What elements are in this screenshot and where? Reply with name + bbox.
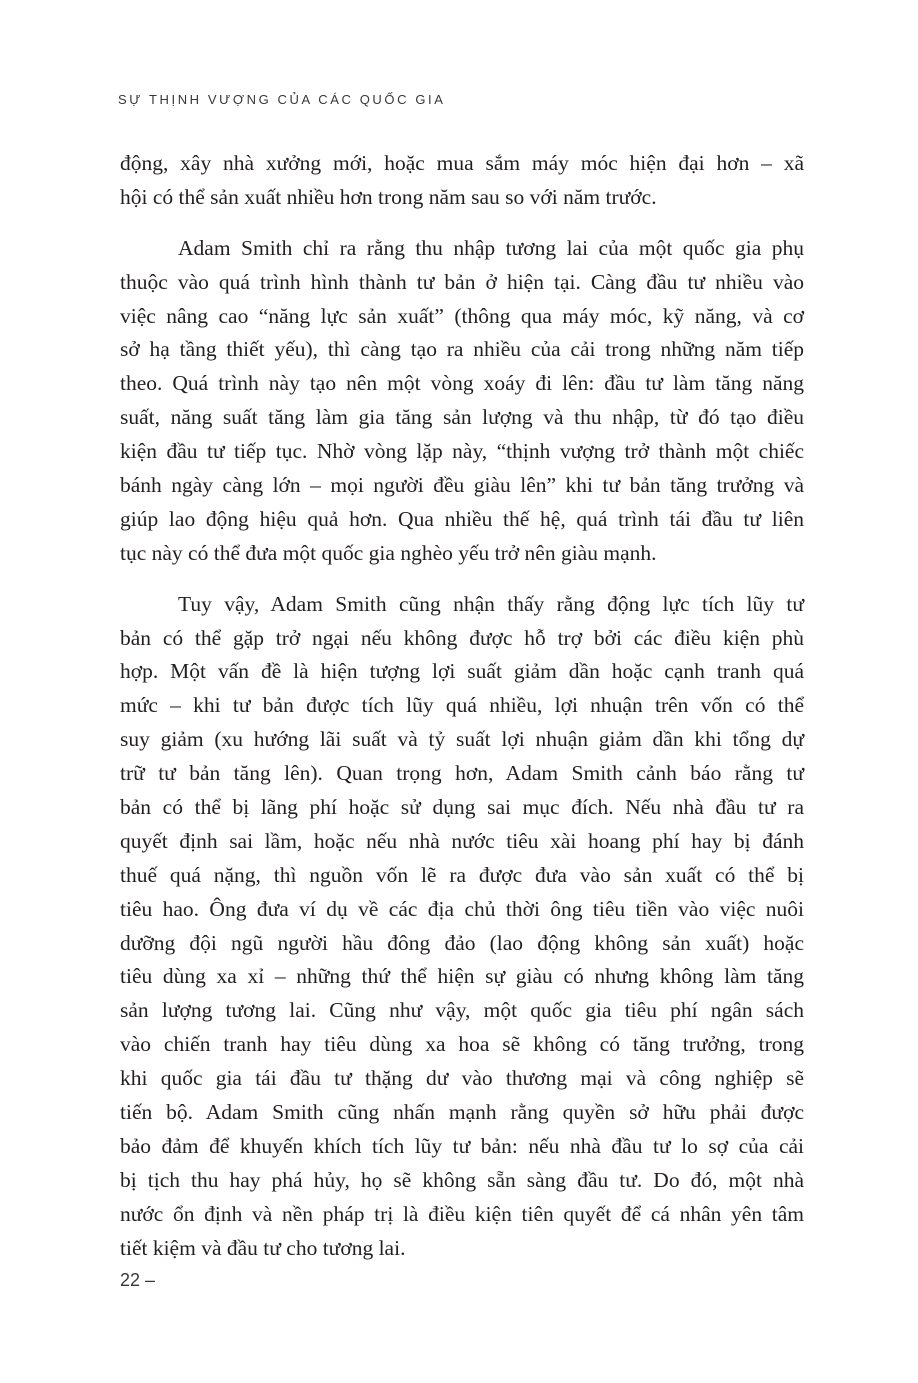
text-line: quyết định sai lầm, hoặc nếu nhà nước tiêu xài hoang phí hay bị đánh (120, 828, 804, 853)
text-line: giúp lao động hiệu quả hơn. Qua nhiều thế hệ, quá trình tái đầu tư liên (120, 506, 804, 531)
text-line: tiêu dùng xa xỉ – những thứ thể hiện sự giàu có nhưng không làm tăng (120, 964, 804, 989)
text-line: Tuy vậy, Adam Smith cũng nhận thấy rằng động lực tích lũy tư (178, 591, 804, 616)
text-line: trữ tư bản tăng lên). Quan trọng hơn, Adam Smith cảnh báo rằng tư (120, 761, 804, 786)
text-line: kiện đầu tư tiếp tục. Nhờ vòng lặp này, “thịnh vượng trở thành một chiếc (120, 439, 804, 464)
text-line: suất, năng suất tăng làm gia tăng sản lượng và thu nhập, từ đó tạo điều (120, 405, 804, 430)
text-line: tiết kiệm và đầu tư cho tương lai. (120, 1235, 406, 1260)
text-line: thuộc vào quá trình hình thành tư bản ở hiện tại. Càng đầu tư nhiều vào (120, 269, 804, 294)
paragraph-1 (120, 147, 804, 215)
text-line: việc nâng cao “năng lực sản xuất” (thông qua máy móc, kỹ năng, và cơ (120, 303, 804, 328)
text-line: bản có thể bị lãng phí hoặc sử dụng sai mục đích. Nếu nhà đầu tư ra (120, 795, 804, 820)
paragraph-2 (120, 232, 804, 571)
text-line: nước ổn định và nền pháp trị là điều kiện tiên quyết để cá nhân yên tâm (120, 1201, 804, 1226)
text-line: tiêu hao. Ông đưa ví dụ về các địa chủ thời ông tiêu tiền vào việc nuôi (120, 896, 804, 921)
text-line: tiến bộ. Adam Smith cũng nhấn mạnh rằng quyền sở hữu phải được (120, 1100, 804, 1125)
text-line: bị tịch thu hay phá hủy, họ sẽ không sẵn sàng đầu tư. Do đó, một nhà (120, 1167, 804, 1192)
text-line: bảo đảm để khuyến khích tích lũy tư bản: nếu nhà đầu tư lo sợ của cải (120, 1133, 804, 1158)
text-line: dưỡng đội ngũ người hầu đông đảo (lao động không sản xuất) hoặc (120, 930, 804, 955)
text-line: động, xây nhà xưởng mới, hoặc mua sắm máy móc hiện đại hơn – xã (120, 151, 804, 175)
text-line: khi quốc gia tái đầu tư thặng dư vào thương mại và công nghiệp sẽ (120, 1066, 804, 1091)
text-line: tục này có thể đưa một quốc gia nghèo yếu trở nên giàu mạnh. (120, 540, 657, 565)
page-number: 22 – (120, 1270, 156, 1290)
text-line: vào chiến tranh hay tiêu dùng xa hoa sẽ không có tăng trưởng, trong (120, 1032, 804, 1057)
paragraph-3 (120, 588, 804, 1266)
text-line: mức – khi tư bản được tích lũy quá nhiều, lợi nhuận trên vốn có thể (120, 693, 804, 718)
text-line: hội có thể sản xuất nhiều hơn trong năm sau so với năm trước. (120, 184, 657, 209)
text-line: Adam Smith chỉ ra rằng thu nhập tương lai của một quốc gia phụ (178, 235, 804, 260)
text-line: bánh ngày càng lớn – mọi người đều giàu lên” khi tư bản tăng trưởng và (120, 473, 804, 498)
text-line: thuế quá nặng, thì nguồn vốn lẽ ra được đưa vào sản xuất có thể bị (120, 862, 804, 887)
text-line: sản lượng tương lai. Cũng như vậy, một quốc gia tiêu phí ngân sách (120, 998, 804, 1023)
body-text (120, 147, 804, 1266)
text-line: suy giảm (xu hướng lãi suất và tỷ suất lợi nhuận giảm dần khi tổng dự (120, 727, 804, 752)
text-line: bản có thể gặp trở ngại nếu không được hỗ trợ bởi các điều kiện phù (120, 625, 804, 650)
running-header: SỰ THỊNH VƯỢNG CỦA CÁC QUỐC GIA (118, 92, 446, 107)
text-line: theo. Quá trình này tạo nên một vòng xoáy đi lên: đầu tư làm tăng năng (120, 371, 804, 396)
text-line: sở hạ tầng thiết yếu), thì càng tạo ra nhiều của cải trong những năm tiếp (120, 337, 804, 362)
text-line: hợp. Một vấn đề là hiện tượng lợi suất giảm dần hoặc cạnh tranh quá (120, 659, 804, 684)
